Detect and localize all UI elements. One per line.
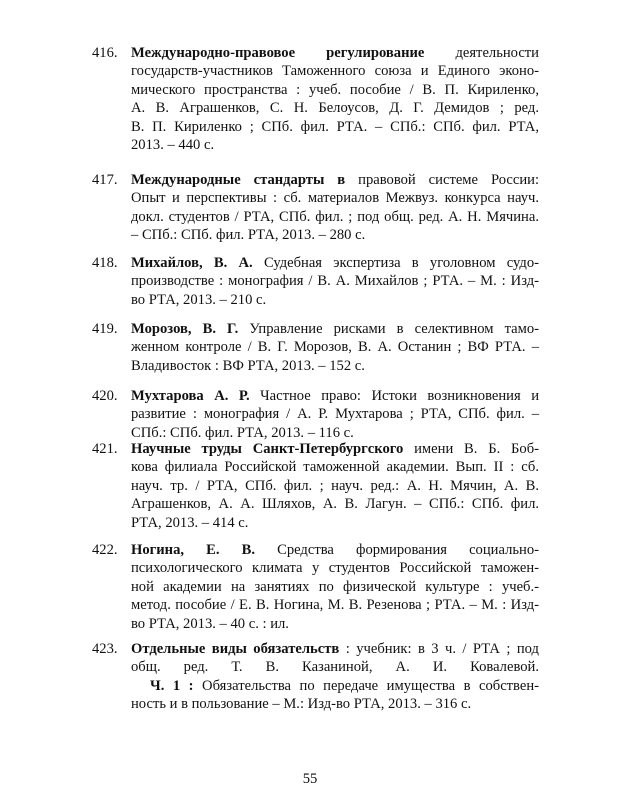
entry-number: 422. [92, 542, 118, 558]
entry-line-text: : учебник: в 3 ч. / РТА ; под [339, 641, 539, 657]
entry-number: 418. [92, 255, 118, 271]
entry-line-text: деятельности [424, 45, 539, 61]
entry-line: СПб.: СПб. фил. РТА, 2013. – 116 с. [131, 424, 354, 441]
entry-line: во РТА, 2013. – 210 с. [131, 291, 267, 308]
entry-line: мического пространства : учеб. пособие / В. П. Кириленко, [131, 81, 539, 98]
page-number: 55 [302, 771, 318, 787]
entry-heading: Ч. 1 : [150, 677, 194, 694]
entry-line: метод. пособие / Е. В. Ногина, М. В. Резенова ; РТА. – М. : Изд- [131, 597, 539, 614]
entry-line: РТА, 2013. – 414 с. [131, 514, 249, 531]
entry-number: 423. [92, 641, 118, 657]
entry-line-text: Судебная экспертиза в уголовном судо- [252, 255, 539, 271]
entry-line [131, 640, 539, 658]
entry-line: Опыт и перспективы : сб. материалов Межвуз. конкурса науч. [131, 190, 539, 207]
entry-line-text: правовой системе России: [345, 172, 540, 188]
entry-line: Владивосток : ВФ РТА, 2013. – 152 с. [131, 357, 365, 374]
entry-line: женном контроле / В. Г. Морозов, В. А. Останин ; ВФ РТА. – [131, 339, 539, 356]
entry-heading: Михайлов, В. А. [131, 255, 253, 271]
entry-line: общ. ред. Т. В. Казаниной, А. И. Ковалевой. [131, 659, 539, 676]
entry-number: 419. [92, 321, 118, 337]
entry-heading: Научные труды Санкт-Петербургского [131, 441, 404, 457]
entry-line: А. В. Аграшенков, С. Н. Белоусов, Д. Г. Демидов ; ред. [131, 100, 539, 117]
entry-line [131, 44, 539, 62]
entry-line-text: Частное право: Истоки возникновения и [249, 388, 540, 404]
entry-line: науч. тр. / РТА, СПб. фил. ; науч. ред.: А. Н. Мячин, А. В. [131, 477, 539, 494]
entry-heading: Отдельные виды обязательств [131, 641, 340, 657]
entry-line-text: Средства формирования социально- [255, 542, 539, 558]
entry-line [131, 677, 539, 695]
entry-line: ность и в пользование – М.: Изд-во РТА, 2013. – 316 с. [131, 696, 472, 713]
entry-line: во РТА, 2013. – 40 с. : ил. [131, 615, 289, 632]
entry-line-text: Обязательства по передаче имущества в собствен- [193, 677, 540, 694]
entry-line: государств-участников Таможенного союза и Единого эконо- [131, 63, 539, 80]
entry-text [131, 44, 539, 154]
entry-line [131, 440, 539, 458]
entry-line: кова филиала Российской таможенной академии. Вып. II : сб. [131, 459, 539, 476]
entry-number: 421. [92, 441, 118, 457]
entry-heading: Международно-правовое регулирование [131, 45, 425, 61]
entry-line: психологического климата у студентов Российской таможен- [131, 560, 539, 577]
entry-text [131, 440, 539, 532]
entry-line [131, 541, 539, 559]
entry-line: развитие : монография / А. Р. Мухтарова ; РТА, СПб. фил. – [131, 406, 539, 423]
entry-number: 420. [92, 388, 118, 404]
entry-heading: Мухтарова А. Р. [131, 388, 250, 404]
entry-line [131, 320, 539, 338]
entry-heading: Международные стандарты в [131, 172, 346, 188]
entry-line: – СПб.: СПб. фил. РТА, 2013. – 280 с. [131, 227, 366, 244]
entry-line: ной академии на занятиях по физической культуре : учеб.- [131, 578, 539, 595]
entry-text [131, 254, 539, 309]
entry-line: докл. студентов / РТА, СПб. фил. ; под общ. ред. А. Н. Мячина. [131, 208, 539, 225]
entry-line-text: имени В. Б. Боб- [403, 441, 539, 457]
entry-text [131, 640, 539, 714]
entry-heading: Ногина, Е. В. [131, 542, 256, 558]
entry-line [131, 171, 539, 189]
entry-line [131, 387, 539, 405]
entry-text [131, 541, 539, 633]
entry-heading: Морозов, В. Г. [131, 321, 239, 337]
entry-line-text: Управление рисками в селективном тамо- [238, 321, 539, 337]
entry-number: 416. [92, 45, 118, 61]
entry-text [131, 320, 539, 375]
entry-line: 2013. – 440 с. [131, 136, 215, 153]
entry-text [131, 171, 539, 245]
entry-number: 417. [92, 172, 118, 188]
entry-line: производстве : монография / В. А. Михайлов ; РТА. – М. : Изд- [131, 273, 539, 290]
entry-text [131, 387, 539, 442]
entry-line [131, 254, 539, 272]
entry-line: В. П. Кириленко ; СПб. фил. РТА. – СПб.: СПб. фил. РТА, [131, 118, 539, 135]
entry-line: Аграшенков, А. А. Шляхов, А. В. Лагун. – СПб.: СПб. фил. [131, 496, 539, 513]
